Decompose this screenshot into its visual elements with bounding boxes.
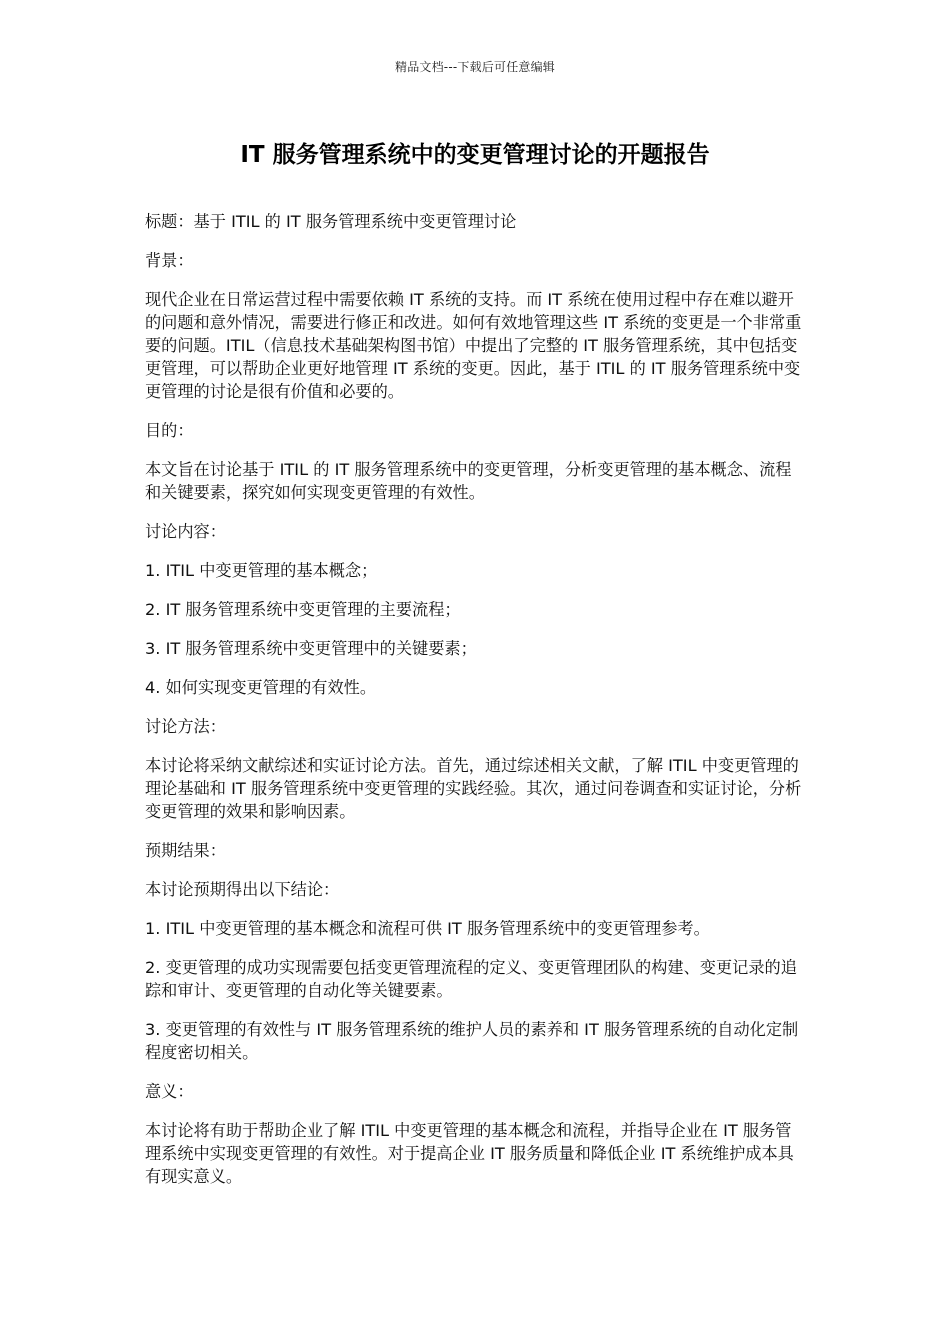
background-paragraph: 现代企业在日常运营过程中需要依赖 IT 系统的支持。而 IT 系统在使用过程中存在难以避开的问题和意外情况，需要进行修正和改进。如何有效地管理这些 IT 系统的变更是一个非常重要的问题。ITIL（信息技术基础架构图书馆）中提出了完整的 IT 服务管理系统，其中包括变更管理，可以帮助企业更好地管理 IT 系统的变更。因此，基于 ITIL 的 IT 服务管理系统中变更管理的讨论是很有价值和必要的。: [145, 290, 802, 401]
result-item: 3. 变更管理的有效性与 IT 服务管理系统的维护人员的素养和 IT 服务管理系统的自动化定制程度密切相关。: [145, 1020, 799, 1062]
content-item: 2. IT 服务管理系统中变更管理的主要流程；: [145, 600, 461, 619]
significance-heading: 意义：: [145, 1082, 194, 1101]
results-heading: 预期结果：: [145, 841, 226, 860]
background-heading: 背景：: [145, 251, 194, 270]
purpose-paragraph: 本文旨在讨论基于 ITIL 的 IT 服务管理系统中的变更管理，分析变更管理的基本概念、流程和关键要素，探究如何实现变更管理的有效性。: [145, 460, 792, 502]
content-heading: 讨论内容：: [145, 522, 226, 541]
method-heading: 讨论方法：: [145, 717, 226, 736]
content-item: 4. 如何实现变更管理的有效性。: [145, 678, 377, 697]
purpose-heading: 目的：: [145, 421, 194, 440]
content-item: 3. IT 服务管理系统中变更管理中的关键要素；: [145, 639, 477, 658]
result-item: 2. 变更管理的成功实现需要包括变更管理流程的定义、变更管理团队的构建、变更记录的追踪和审计、变更管理的自动化等关键要素。: [145, 958, 797, 1000]
topic-line: 标题：基于 ITIL 的 IT 服务管理系统中变更管理讨论: [145, 212, 517, 231]
method-paragraph: 本讨论将采纳文献综述和实证讨论方法。首先，通过综述相关文献，了解 ITIL 中变更管理的理论基础和 IT 服务管理系统中变更管理的实践经验。其次，通过问卷调查和实证讨论，分析变更管理的效果和影响因素。: [145, 756, 802, 821]
significance-paragraph: 本讨论将有助于帮助企业了解 ITIL 中变更管理的基本概念和流程，并指导企业在 IT 服务管理系统中实现变更管理的有效性。对于提高企业 IT 服务质量和降低企业 IT 系统维护成本具有现实意义。: [145, 1121, 794, 1186]
document-body: [145, 210, 807, 1204]
document-title: IT 服务管理系统中的变更管理讨论的开题报告: [240, 142, 710, 168]
header-watermark: 精品文档---下载后可任意编辑: [395, 60, 555, 74]
results-intro: 本讨论预期得出以下结论：: [145, 880, 340, 899]
result-item: 1. ITIL 中变更管理的基本概念和流程可供 IT 服务管理系统中的变更管理参考。: [145, 919, 710, 938]
content-item: 1. ITIL 中变更管理的基本概念；: [145, 561, 378, 580]
